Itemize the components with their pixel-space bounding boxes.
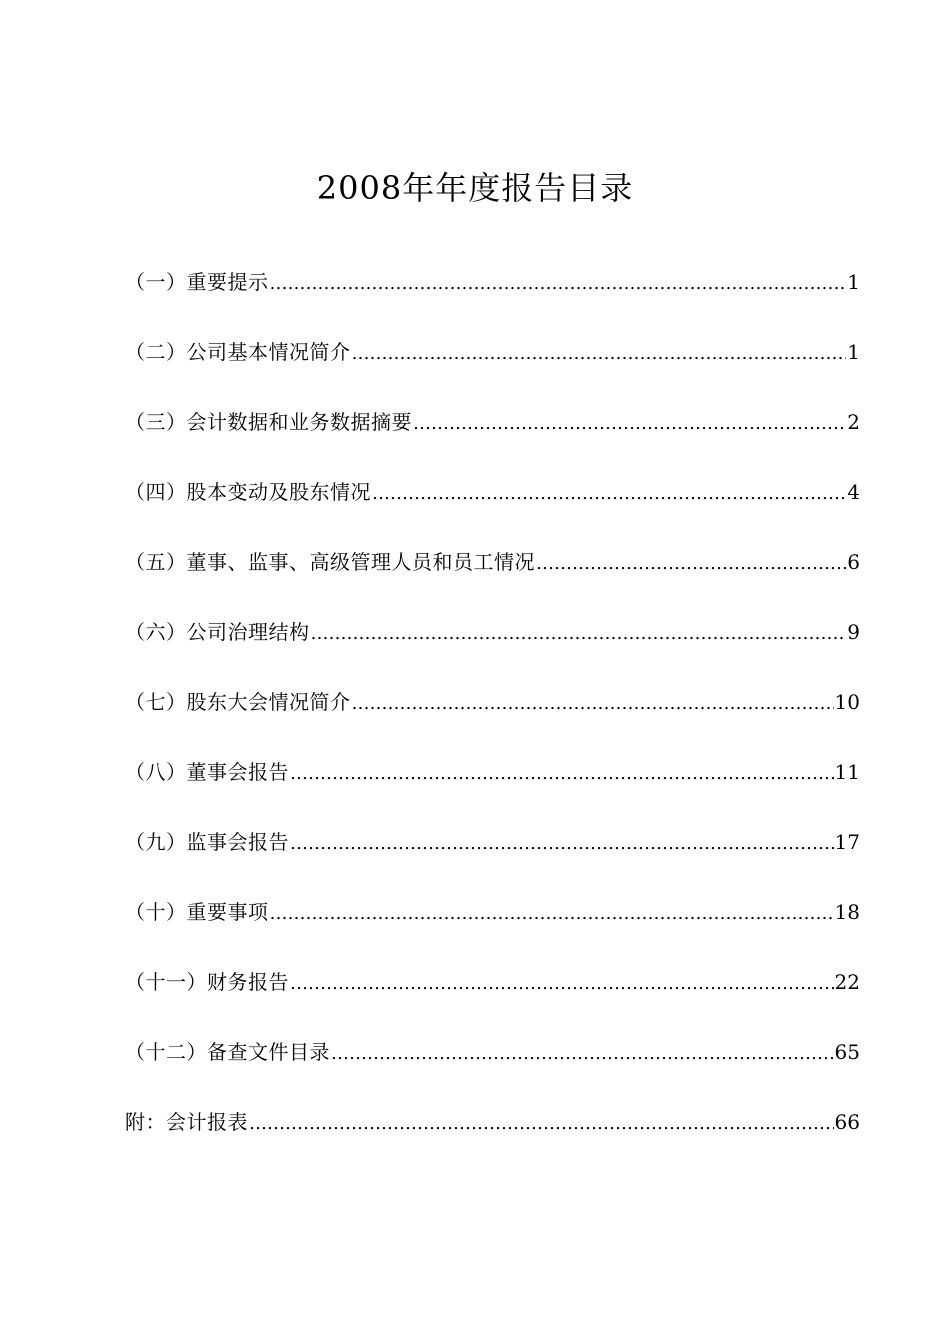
- toc-entry-label: （三）会计数据和业务数据摘要: [125, 410, 412, 434]
- toc-page-number: 1: [847, 270, 860, 294]
- toc-entry-8[interactable]: [125, 754, 860, 824]
- toc-entry-6[interactable]: [125, 614, 860, 684]
- toc-entry-9[interactable]: [125, 824, 860, 894]
- toc-dot-leader: [290, 966, 834, 1002]
- table-of-contents: [125, 264, 860, 1174]
- toc-page-number: 10: [834, 690, 860, 714]
- toc-page-number: 17: [834, 830, 860, 854]
- toc-dot-leader: [331, 1036, 834, 1072]
- toc-page-number: 11: [834, 760, 860, 784]
- toc-page-number: 6: [847, 550, 860, 574]
- toc-entry-label: （四）股本变动及股东情况: [125, 480, 371, 504]
- toc-dot-leader: [536, 546, 846, 582]
- toc-entry-label: （五）董事、监事、高级管理人员和员工情况: [125, 550, 535, 574]
- toc-entry-label: （十一）财务报告: [125, 970, 289, 994]
- toc-entry-label: （一）重要提示: [125, 270, 269, 294]
- toc-entry-label: 附：会计报表: [125, 1110, 248, 1134]
- toc-entry-10[interactable]: [125, 894, 860, 964]
- toc-dot-leader: [290, 756, 834, 792]
- toc-page-number: 1: [847, 340, 860, 364]
- toc-page-number: 18: [834, 900, 860, 924]
- toc-page-number: 22: [834, 970, 860, 994]
- toc-page-number: 2: [847, 410, 860, 434]
- toc-page-number: 66: [834, 1110, 860, 1134]
- toc-entry-2[interactable]: [125, 334, 860, 404]
- toc-dot-leader: [270, 896, 834, 932]
- toc-entry-5[interactable]: [125, 544, 860, 614]
- toc-dot-leader: [352, 686, 834, 722]
- toc-dot-leader: [249, 1106, 834, 1142]
- toc-dot-leader: [413, 406, 846, 442]
- toc-entry-11[interactable]: [125, 964, 860, 1034]
- toc-entry-7[interactable]: [125, 684, 860, 754]
- toc-page-number: 65: [834, 1040, 860, 1064]
- toc-page-number: 9: [847, 620, 860, 644]
- toc-entry-label: （二）公司基本情况简介: [125, 340, 351, 364]
- toc-entry-3[interactable]: [125, 404, 860, 474]
- toc-entry-12[interactable]: [125, 1034, 860, 1104]
- toc-dot-leader: [311, 616, 847, 652]
- page-title: 2008年年度报告目录: [316, 169, 634, 207]
- toc-dot-leader: [372, 476, 846, 512]
- toc-entry-label: （九）监事会报告: [125, 830, 289, 854]
- toc-dot-leader: [352, 336, 847, 372]
- toc-entry-1[interactable]: [125, 264, 860, 334]
- toc-entry-label: （六）公司治理结构: [125, 620, 310, 644]
- toc-entry-label: （十）重要事项: [125, 900, 269, 924]
- toc-entry-13[interactable]: [125, 1104, 860, 1174]
- toc-dot-leader: [270, 266, 847, 302]
- toc-entry-label: （八）董事会报告: [125, 760, 289, 784]
- toc-page-number: 4: [847, 480, 860, 504]
- toc-dot-leader: [290, 826, 834, 862]
- toc-entry-label: （七）股东大会情况简介: [125, 690, 351, 714]
- toc-entry-4[interactable]: [125, 474, 860, 544]
- toc-entry-label: （十二）备查文件目录: [125, 1040, 330, 1064]
